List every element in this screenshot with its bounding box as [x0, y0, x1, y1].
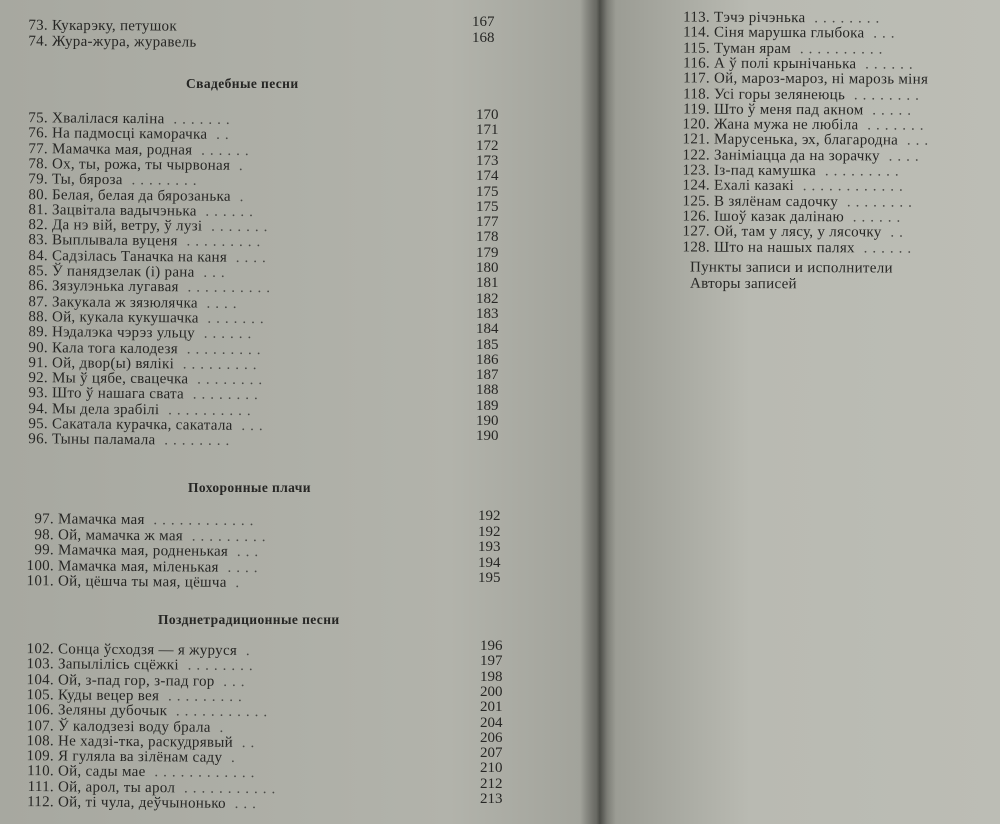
entry-page-number: 190 — [476, 413, 499, 429]
entry-title: Зязулэнька лугавая — [51, 278, 179, 296]
entry-number: 117. — [683, 70, 711, 87]
dot-leader: . — [237, 642, 255, 660]
entry-number: 76. — [28, 125, 49, 142]
entry-number: 97. — [34, 511, 55, 528]
toc-entry — [14, 17, 177, 34]
dot-leader: ........ — [188, 371, 268, 389]
entry-page-number: 173 — [476, 152, 499, 169]
dot-leader: . — [230, 188, 249, 205]
dot-leader: ...... — [856, 56, 918, 73]
entry-number: 98. — [34, 526, 55, 543]
entry-title: Сонца ўсходзя — я журуся — [57, 641, 238, 659]
dot-leader: .... — [879, 148, 924, 165]
entry-number: 112. — [27, 794, 55, 811]
entry-number: 96. — [28, 431, 49, 448]
entry-number: 119. — [683, 101, 711, 118]
entry-title: В зялёнам садочку — [713, 193, 839, 210]
entry-number: 111. — [27, 778, 55, 795]
entry-number: 86. — [28, 278, 49, 295]
entry-page-number: 174 — [476, 168, 499, 185]
dot-leader: ........ — [155, 432, 235, 450]
entry-number: 99. — [34, 542, 55, 559]
dot-leader: ............ — [793, 178, 908, 195]
dot-leader: ......... — [182, 527, 271, 545]
entry-number: 128. — [682, 238, 711, 256]
entry-number: 92. — [28, 370, 49, 387]
entry-title: Заніміацца да на зорачку — [713, 147, 880, 165]
entry-title: Сіня марушка глыбока — [713, 24, 865, 42]
entry-page-number: 168 — [472, 30, 495, 46]
dot-leader: ... — [194, 264, 230, 281]
entry-number: 83. — [28, 232, 49, 249]
dot-leader: ... — [232, 417, 268, 435]
dot-leader: ........... — [175, 779, 281, 797]
dot-leader: .......... — [159, 401, 256, 419]
entry-title: Не хадзі-тка, раскудрявый — [57, 733, 234, 751]
dot-leader: ............ — [145, 764, 260, 782]
entry-number: 102. — [26, 641, 55, 658]
entry-number: 73. — [28, 17, 49, 34]
appendix-title: Авторы записей — [689, 275, 797, 293]
toc-entry — [672, 25, 900, 42]
entry-title: Ішоў казак далінаю — [713, 208, 845, 226]
dot-leader: ........ — [183, 386, 263, 404]
entry-number: 113. — [683, 9, 711, 26]
entry-page-number: 213 — [480, 791, 503, 807]
entry-page-number: 167 — [472, 14, 495, 30]
entry-title: Зацвітала вадычэнька — [51, 202, 197, 220]
dot-leader: ........ — [122, 172, 202, 190]
entry-page-number: 195 — [478, 570, 501, 586]
entry-title: Што на нашых палях — [713, 239, 855, 256]
entry-page-number: 192 — [478, 508, 501, 524]
entry-title: Зеляны дубочык — [57, 702, 168, 720]
entry-page-number: 212 — [480, 775, 503, 792]
entry-title: Ой, ті чула, деўчынонько — [57, 794, 226, 812]
entry-page-number: 170 — [476, 107, 499, 123]
entry-number: 107. — [26, 717, 55, 734]
entry-title: А ў полі крынічанька — [713, 55, 857, 73]
toc-entry — [672, 132, 933, 149]
entry-title: Нэдалэка чэрэз ульцу — [51, 324, 196, 342]
entry-page-number: 190 — [476, 428, 499, 445]
entry-page-number: 201 — [480, 699, 503, 716]
entry-page-number: 180 — [476, 260, 499, 276]
dot-leader: ...... — [843, 209, 906, 226]
dot-leader: . — [210, 719, 229, 736]
entry-title: Да нэ вій, ветру, ў лузі — [51, 217, 203, 235]
entry-page-number: 185 — [476, 336, 499, 353]
entry-title: Сакатала курачка, сакатала — [51, 416, 233, 434]
toc-entry — [10, 573, 244, 591]
entry-page-number: 197 — [480, 653, 503, 670]
dot-leader: ....... — [164, 111, 235, 128]
entry-number: 88. — [28, 308, 49, 326]
right-page — [610, 0, 1000, 824]
entry-title: Тыны паламала — [51, 431, 156, 449]
entry-number: 118. — [683, 85, 711, 103]
entry-title: Мы ў цябе, свацечка — [51, 370, 189, 388]
entry-number: 101. — [26, 573, 55, 590]
dot-leader: ........... — [167, 703, 273, 721]
dot-leader: . — [230, 157, 248, 174]
entry-number: 108. — [26, 732, 55, 750]
entry-title: Ой, мамачка ж мая — [57, 526, 184, 544]
entry-page-number: 181 — [476, 275, 499, 292]
entry-title: Ой, двор(ы) вялікі — [51, 355, 175, 373]
dot-leader: ...... — [192, 142, 254, 159]
entry-number: 103. — [26, 656, 55, 673]
entry-number: 85. — [28, 263, 49, 280]
dot-leader: .... — [197, 295, 242, 312]
entry-title: Ехалі казакі — [713, 177, 795, 195]
dot-leader: ... — [898, 132, 934, 150]
entry-number: 109. — [26, 748, 55, 765]
entry-page-number: 198 — [480, 668, 503, 685]
entry-title: Ой, з-пад гор, з-пад гор — [57, 671, 215, 690]
appendix-entry — [690, 259, 893, 276]
entry-page-number: 187 — [476, 367, 499, 384]
entry-number: 90. — [28, 339, 49, 356]
dot-leader: ....... — [198, 310, 269, 328]
entry-title: Ох, ты, рожа, ты чырвоная — [51, 156, 231, 174]
appendix-entry — [690, 276, 797, 293]
dot-leader: ... — [225, 795, 261, 813]
dot-leader: ... — [228, 543, 264, 561]
entry-page-number: 175 — [476, 183, 499, 200]
entry-title: Туман ярам — [713, 40, 792, 57]
entry-number: 120. — [682, 116, 711, 133]
dot-leader: ...... — [854, 239, 917, 257]
entry-page-number: 188 — [476, 382, 499, 399]
dot-leader: ... — [864, 25, 900, 42]
dot-leader: .... — [227, 249, 271, 266]
entry-number: 95. — [28, 416, 49, 433]
entry-number: 124. — [682, 177, 711, 194]
entry-page-number: 194 — [478, 554, 501, 571]
entry-number: 106. — [26, 702, 55, 719]
entry-page-number: 192 — [478, 523, 501, 540]
entry-page-number: 172 — [476, 137, 499, 154]
dot-leader: ....... — [858, 117, 929, 134]
toc-entry — [14, 431, 234, 449]
entry-title: Белая, белая да бярозанька — [51, 186, 231, 205]
entry-page-number: 207 — [480, 745, 503, 762]
entry-title: Запылілісь сцёжкі — [57, 656, 179, 674]
section-heading: Похоронные плачи — [188, 480, 311, 495]
entry-number: 125. — [682, 193, 711, 210]
toc-entry — [672, 86, 924, 103]
entry-page-number: 200 — [480, 683, 503, 700]
entry-title: Я гуляла ва зілёнам саду — [57, 748, 223, 766]
entry-title: Жура-жура, журавель — [51, 33, 197, 51]
entry-page-number: 210 — [480, 760, 503, 777]
entry-title: Ой, цёшча ты мая, цёшча — [57, 573, 227, 591]
dot-leader: .......... — [791, 40, 888, 58]
entry-title: Мамачка мая, міленькая — [57, 557, 219, 576]
dot-leader: .. — [881, 224, 908, 241]
dot-leader: ...... — [194, 325, 257, 343]
toc-entry — [672, 239, 916, 256]
entry-title: Мамачка мая — [57, 511, 145, 529]
entry-number: 78. — [28, 155, 49, 173]
dot-leader: . — [222, 749, 240, 767]
entry-title: Марусенька, эх, благародна — [713, 131, 899, 149]
toc-entry — [14, 33, 197, 50]
entry-title: Ой, сады мае — [57, 763, 146, 781]
entry-number: 84. — [28, 247, 49, 264]
entry-title: На падмосці каморачка — [51, 125, 208, 144]
entry-title: Ты, бяроза — [51, 171, 123, 189]
entry-page-number: 179 — [476, 244, 499, 261]
entry-number: 94. — [28, 400, 49, 417]
appendix-title: Пункты записи и исполнители — [689, 259, 893, 277]
entry-number: 126. — [682, 208, 711, 225]
dot-leader: .......... — [178, 279, 276, 297]
entry-number: 121. — [682, 131, 711, 148]
entry-title: Мамачка мая, родненькая — [57, 542, 229, 560]
entry-number: 75. — [28, 110, 49, 127]
dot-leader: ........ — [178, 657, 258, 675]
dot-leader: .. — [207, 127, 234, 144]
entry-page-number: 186 — [476, 351, 499, 368]
entry-title: Кукарэку, петушок — [51, 17, 178, 35]
entry-page-number: 206 — [480, 729, 503, 746]
entry-title: Ў калодзезі воду брала — [57, 717, 211, 736]
entry-number: 123. — [682, 162, 711, 179]
section-heading: Свадебные песни — [186, 76, 299, 91]
entry-number: 77. — [28, 140, 49, 157]
entry-page-number: 184 — [476, 321, 499, 338]
entry-page-number: 171 — [476, 122, 499, 139]
entry-number: 82. — [28, 217, 49, 234]
dot-leader: .... — [218, 559, 263, 576]
entry-page-number: 177 — [476, 214, 499, 231]
entry-number: 116. — [683, 55, 711, 72]
dot-leader: ......... — [159, 688, 247, 705]
entry-number: 115. — [683, 40, 711, 57]
dot-leader: ..... — [863, 102, 917, 119]
entry-page-number: 178 — [476, 229, 499, 246]
dot-leader: ............ — [144, 512, 259, 530]
toc-entry — [672, 71, 928, 88]
dot-leader: ....... — [202, 218, 273, 236]
entry-number: 104. — [26, 671, 55, 688]
dot-leader: .. — [232, 734, 260, 751]
dot-leader: ........ — [838, 193, 917, 211]
entry-title: Ой, там у лясу, у лясочку — [713, 223, 882, 241]
entry-number: 127. — [682, 223, 711, 240]
entry-page-number: 182 — [476, 290, 499, 307]
entry-number: 89. — [28, 324, 49, 341]
entry-title: Што ў нашага свата — [51, 385, 185, 403]
entry-title: Мы дела зрабілі — [51, 400, 160, 418]
entry-title: Ой, арол, ты арол — [57, 778, 176, 796]
entry-number: 74. — [28, 33, 49, 50]
dot-leader: ......... — [816, 163, 904, 180]
toc-entry — [672, 224, 908, 241]
dot-leader: ...... — [196, 203, 259, 220]
entry-title: Што ў меня пад акном — [713, 101, 864, 119]
entry-title: Тэчэ річэнька — [713, 9, 806, 27]
section-heading: Позднетрадиционные песни — [158, 612, 340, 627]
entry-number: 87. — [28, 293, 49, 310]
entry-title: Кала тога калодезя — [51, 339, 179, 357]
entry-title: Жана мужа не любіла — [713, 116, 859, 134]
entry-number: 100. — [26, 557, 55, 574]
entry-page-number: 204 — [480, 714, 503, 731]
dot-leader: ........ — [805, 10, 885, 27]
entry-number: 81. — [28, 201, 49, 219]
entry-title: Садзілась Таначка на каня — [51, 247, 228, 266]
entry-title: Усі горы зелянеюць — [713, 86, 846, 103]
entry-number: 79. — [28, 171, 49, 188]
entry-title: Із-пад камушка — [713, 162, 817, 180]
entry-title: Ў панядзелак (і) рана — [51, 263, 195, 281]
entry-number: 93. — [28, 385, 49, 402]
entry-page-number: 183 — [476, 305, 499, 322]
dot-leader: ......... — [177, 340, 266, 358]
entry-title: Куды вецер вея — [57, 687, 160, 705]
entry-title: Ой, мароз-мароз, ні марозь міня — [713, 70, 929, 88]
entry-title: Хвалілася каліна — [51, 110, 165, 128]
entry-title: Мамачка мая, родная — [51, 140, 193, 159]
entry-page-number: 196 — [480, 638, 503, 654]
dot-leader: ......... — [177, 233, 266, 251]
entry-page-number: 193 — [478, 539, 501, 555]
dot-leader: ......... — [174, 356, 262, 373]
entry-title: Ой, кукала кукушачка — [51, 309, 199, 327]
toc-entry — [672, 178, 908, 195]
entry-page-number: 175 — [476, 198, 499, 215]
entry-number: 110. — [27, 763, 55, 780]
entry-number: 122. — [682, 147, 711, 164]
toc-entry — [8, 794, 261, 812]
entry-title: Закукала ж зязюлячка — [51, 293, 198, 312]
dot-leader: ... — [214, 673, 250, 690]
entry-page-number: 189 — [476, 397, 499, 414]
entry-title: Выплывала вуценя — [51, 232, 178, 250]
entry-number: 105. — [26, 687, 55, 704]
entry-number: 114. — [683, 24, 711, 41]
dot-leader: . — [226, 574, 245, 592]
entry-number: 91. — [28, 354, 49, 372]
entry-number: 80. — [28, 186, 49, 203]
dot-leader: ........ — [845, 86, 924, 104]
